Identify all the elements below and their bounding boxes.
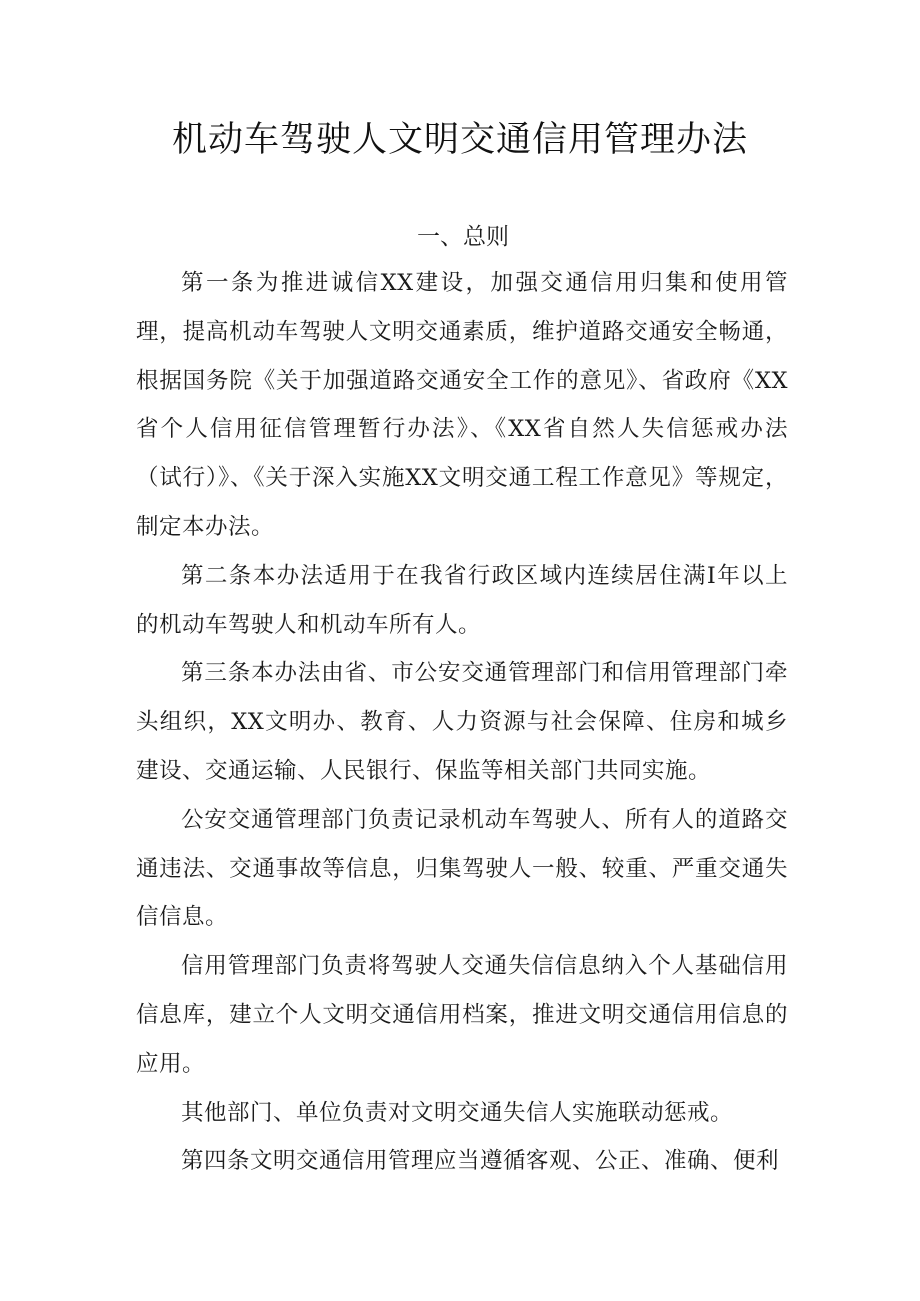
paragraph-other-departments: 其他部门、单位负责对文明交通失信人实施联动惩戒。 [181,1099,734,1126]
paragraph-credit-management-duties: 信用管理部门负责将驾驶人交通失信信息纳入个人基础信用信息库，建立个人文明交通信用档案，推进文明交通信用信息的应用。 [136,953,788,1077]
paragraph-public-security-duties: 公安交通管理部门负责记录机动车驾驶人、所有人的道路交通违法、交通事故等信息，归集驾驶人一般、较重、严重交通失信信息。 [136,806,788,931]
document-body [136,259,788,1186]
paragraph-article-2: 第二条本办法适用于在我省行政区域内连续居住满I年以上的机动车驾驶人和机动车所有人。 [136,562,788,638]
paragraph-article-4: 第四条文明交通信用管理应当遵循客观、公正、准确、便利 [181,1148,780,1175]
paragraph-article-3: 第三条本办法由省、市公安交通管理部门和信用管理部门牵头组织，XX文明办、教育、人力资源与社会保障、住房和城乡建设、交通运输、人民银行、保监等相关部门共同实施。 [136,660,788,784]
document-title: 机动车驾驶人文明交通信用管理办法 [171,120,748,160]
paragraph-article-1: 第一条为推进诚信XX建设，加强交通信用归集和使用管理，提高机动车驾驶人文明交通素质，维护道路交通安全畅通，根据国务院《关于加强道路交通安全工作的意见》、省政府《XX省个人信用征信管理暂行办法》、《XX省自然人失信惩戒办法（试行）》、《关于深入实施XX文明交通工程工作意见》等规定，制定本办法。 [136,270,788,540]
section-heading: 一、总则 [417,224,509,250]
